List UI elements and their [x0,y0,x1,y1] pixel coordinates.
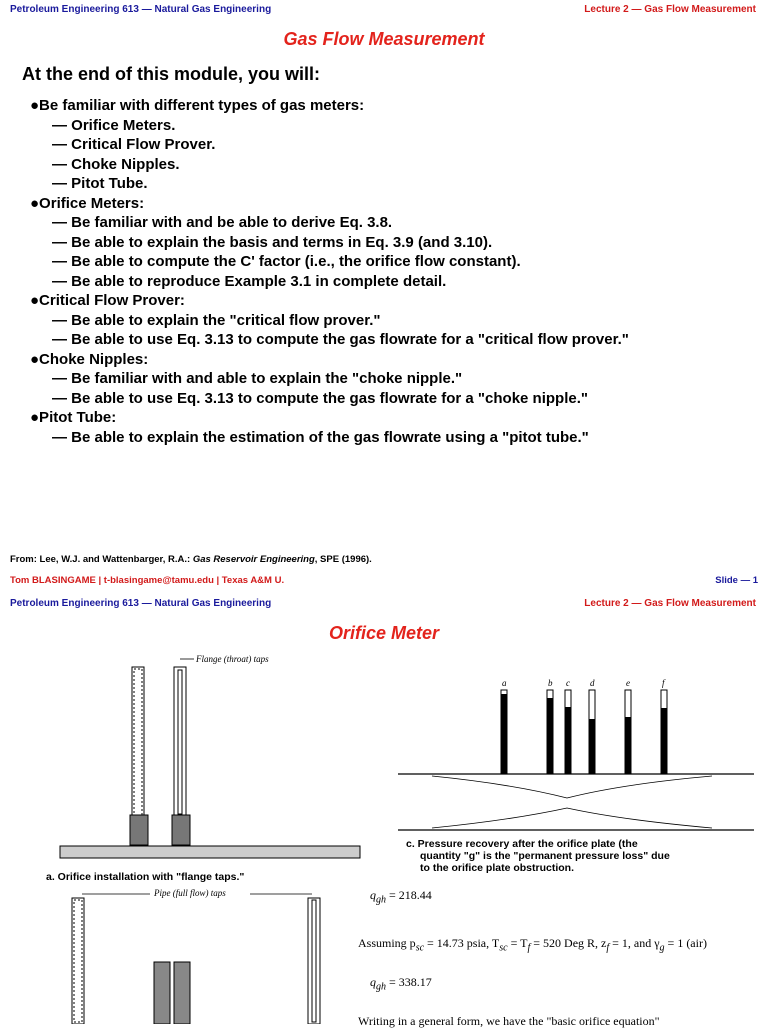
figure-a-caption: a. Orifice installation with "flange taps." [46,871,245,883]
slide-title: Gas Flow Measurement [283,29,485,49]
orifice-equation-simplified: $q_{gh} = 338.17$ [370,975,432,993]
objective-subitem: — Be able to compute the C' factor (i.e., the orifice flow constant). [52,253,521,270]
intro-text: At the end of this module, you will: [22,64,320,84]
pressure-recovery-figure [392,674,762,844]
lecture-header: Lecture 2 — Gas Flow Measurement [584,4,756,15]
assume-tsc: = 14.73 psia, T [427,936,500,950]
objective-subitem: — Pitot Tube. [52,175,148,192]
tube-label-f: f [662,678,665,688]
objective-subitem: — Be able to use Eq. 3.13 to compute the gas flowrate for a "choke nipple." [52,389,589,407]
objective-subitem: — Be able to reproduce Example 3.1 in complete detail. [52,272,447,290]
footnote-book-title: Gas Reservoir Engineering [192,554,315,565]
tube-label-e: e [626,678,630,688]
fig-c-caption-line-1: c. Pressure recovery after the orifice plate (the [406,838,638,850]
tube-labels [502,678,666,688]
assume-gamma: = 1, and γ [612,936,660,950]
slide-title-2: Orifice Meter [328,623,440,643]
objective-heading: ●Critical Flow Prover: [30,292,185,309]
slide-number: Slide — 1 [715,575,758,586]
tube-liquid-f [661,708,667,774]
objective-subitem: — Critical Flow Prover. [52,136,216,153]
assume-air: = 1 (air) [667,936,707,950]
objective-heading: ●Pitot Tube: [30,409,117,426]
objective-heading: ●Orifice Meters: [30,194,145,212]
author-footer: Tom BLASINGAME | t-blasingame@tamu.edu | Texas A&M U. [10,575,285,586]
slide-2 [0,590,768,1028]
fig-c-caption-line-3: to the orifice plate obstruction. [420,862,575,874]
lecture-header-2: Lecture 2 — Gas Flow Measurement [584,598,756,609]
eq1-lhs-sub: gh [376,894,386,906]
objective-subitem: — Be able to explain the "critical flow prover." [52,311,381,329]
eq1-lhs: q [370,888,376,902]
objective-subitem: — Be familiar with and able to explain the "choke nipple." [52,370,463,387]
tube-liquid-e [625,717,631,774]
objective-subitem: — Be familiar with and be able to derive Eq. 3.8. [52,214,393,231]
eq3-coefficient: = 338.17 [389,975,432,989]
pipe-taps-label: Pipe (full flow) taps [154,888,226,898]
figure-c-caption [406,838,670,874]
footnote-suffix: , SPE (1996). [314,554,372,565]
objective-subitem: — Choke Nipples. [52,155,180,173]
tube-label-b: b [548,678,553,688]
objective-heading: ●Choke Nipples: [30,350,149,368]
eq1-coefficient: = 218.44 [389,888,432,902]
orifice-equation-general [370,888,432,905]
general-form-text: Writing in a general form, we have the "basic orifice equation" [358,1014,660,1028]
tube-label-c: c [566,678,570,688]
assume-tf: = T [510,936,528,950]
assume-psc: Assuming p [358,936,416,950]
objective-heading: ●Be familiar with different types of gas meters: [30,97,365,114]
footnote-prefix: From: Lee, W.J. and Wattenbarger, R.A.: [10,554,193,565]
source-footnote [10,554,372,565]
objective-subitem: — Be able to explain the estimation of the gas flowrate using a "pitot tube." [52,428,589,446]
course-header: Petroleum Engineering 613 — Natural Gas Engineering [10,4,272,15]
orifice-pipe-taps-figure [50,886,350,1024]
tube-label-d: d [590,678,595,688]
tube-liquid-d [589,719,595,774]
tube-liquid-b [547,698,553,774]
assumption-line: Assuming $p_{sc} = 14.73$ psia, $T_{sc} = T_f = 520$ Deg R, $z_f = 1$, and $\gamma_g = 1$ (air) [358,936,707,954]
tube-label-a: a [502,678,507,688]
objective-subitem: — Be able to use Eq. 3.13 to compute the gas flowrate for a "critical flow prover." [52,331,629,348]
flange-taps-label: Flange (throat) taps [196,654,269,664]
objective-subitem: — Orifice Meters. [52,116,176,134]
assume-zf: = 520 Deg R, z [533,936,607,950]
course-header-2: Petroleum Engineering 613 — Natural Gas Engineering [10,598,272,609]
objectives-list [30,96,629,447]
fig-c-caption-line-2: quantity "g" is the "permanent pressure loss" due [420,850,670,862]
tube-liquid-c [565,707,571,774]
manometer-tubes [501,690,667,774]
tube-liquid-a [501,694,507,774]
orifice-flange-taps-figure [40,650,370,870]
objective-subitem: — Be able to explain the basis and terms in Eq. 3.9 (and 3.10). [52,233,493,251]
